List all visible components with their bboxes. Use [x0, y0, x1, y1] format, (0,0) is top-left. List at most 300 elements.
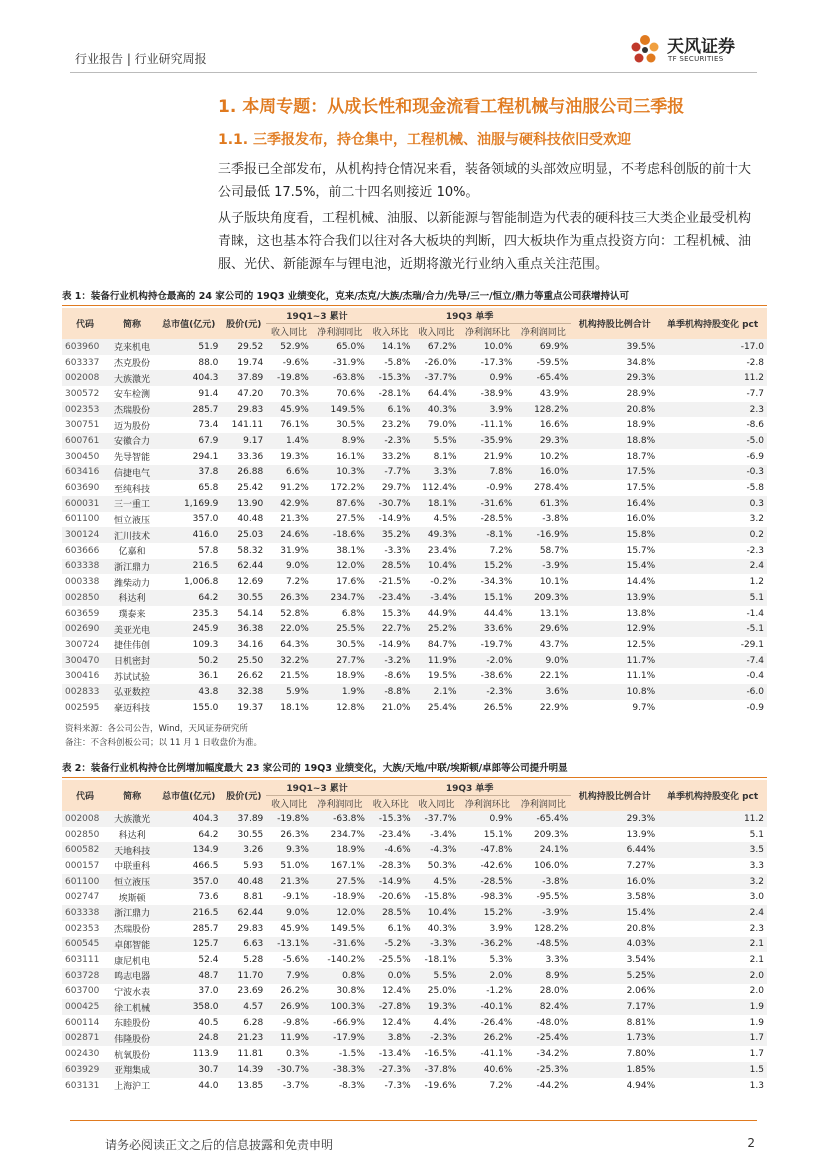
cell-rev-yoy: 51.0% — [280, 860, 309, 871]
table-row — [62, 433, 767, 449]
cell-np-qoq: 15.1% — [460, 590, 516, 606]
cell-np-yoy2: -16.9% — [515, 527, 571, 543]
cell-name: 弘亚数控 — [108, 684, 156, 700]
cell-np-yoy2: -59.5% — [536, 357, 569, 368]
cell-rev-yoy: 91.2% — [280, 483, 309, 494]
cell-inst-ratio: 7.80% — [626, 1049, 656, 1060]
cell-inst-change: -2.3 — [746, 545, 764, 556]
cell-rev-yoy2: -4.3% — [414, 842, 460, 858]
cell-rev-qoq: -5.8% — [384, 357, 411, 368]
cell-rev-yoy: 9.0% — [266, 905, 312, 921]
cell-np-yoy2: 22.1% — [539, 671, 569, 682]
table-row — [62, 1078, 767, 1094]
cell-np-yoy: 149.5% — [312, 402, 368, 418]
table-row — [62, 465, 767, 481]
cell-mcap: 67.9 — [156, 433, 221, 449]
cell-rev-yoy2: 25.2% — [413, 621, 459, 637]
cell-inst-change: 0.3 — [658, 496, 767, 512]
cell-np-yoy: 1.9% — [312, 684, 368, 700]
logo-name: 天风证券 — [667, 37, 735, 57]
cell-np-qoq: 0.9% — [459, 811, 515, 827]
col-np-yoy2: 净利润同比 — [515, 324, 571, 340]
cell-np-yoy: 172.2% — [330, 483, 365, 494]
cell-np-yoy: 30.5% — [336, 639, 365, 650]
cell-code: 002595 — [65, 702, 100, 713]
cell-np-yoy: 100.3% — [312, 999, 368, 1015]
cell-inst-ratio: 4.94% — [626, 1080, 656, 1091]
cell-rev-qoq: 23.2% — [381, 420, 411, 431]
cell-inst-change: 1.9 — [658, 999, 767, 1015]
cell-rev-qoq: 6.1% — [387, 923, 411, 934]
table-row — [62, 827, 767, 843]
cell-mcap: 1,169.9 — [156, 496, 221, 512]
col-rev-qoq: 收入环比 — [368, 796, 414, 812]
cell-name: 迈为股份 — [114, 421, 151, 432]
cell-price: 9.17 — [221, 433, 266, 449]
cell-np-yoy2: 22.9% — [539, 702, 569, 713]
cell-np-yoy2: -48.5% — [515, 937, 571, 953]
cell-np-qoq: -31.6% — [460, 496, 516, 512]
cell-mcap: 91.4 — [198, 388, 219, 399]
report-type: 行业报告 | 行业研究周报 — [75, 52, 207, 66]
cell-np-qoq: -36.2% — [459, 937, 515, 953]
cell-price: 29.52 — [221, 339, 266, 355]
cell-mcap: 134.9 — [156, 842, 221, 858]
cell-rev-yoy: 31.9% — [280, 545, 309, 556]
cell-np-yoy2: 16.0% — [515, 465, 571, 481]
cell-rev-yoy2: 18.1% — [413, 496, 459, 512]
cell-rev-qoq: -23.4% — [378, 829, 411, 840]
cell-np-qoq: -38.9% — [480, 388, 513, 399]
cell-inst-ratio: 29.3% — [571, 811, 658, 827]
cell-mcap: 73.6 — [198, 892, 219, 903]
cell-np-qoq: 3.9% — [460, 402, 516, 418]
cell-np-yoy2: 209.3% — [534, 829, 569, 840]
cell-name: 汇川技术 — [108, 527, 156, 543]
table2 — [62, 780, 767, 1093]
cell-inst-ratio: 15.4% — [571, 905, 658, 921]
cell-np-yoy2: 58.7% — [539, 545, 569, 556]
cell-np-yoy2: 106.0% — [534, 860, 569, 871]
header-divider — [70, 72, 757, 73]
cell-rev-qoq: 29.7% — [381, 483, 411, 494]
cell-rev-yoy2: 40.3% — [427, 923, 457, 934]
cell-np-yoy: -17.9% — [312, 1031, 368, 1047]
cell-name: 三一重工 — [108, 496, 156, 512]
cell-np-qoq: -41.1% — [480, 1049, 513, 1060]
col-inst-change: 单季机构持股变化 pct — [658, 780, 767, 811]
cell-price: 62.44 — [221, 905, 266, 921]
cell-mcap: 52.4 — [198, 955, 219, 966]
cell-np-yoy: 234.7% — [312, 590, 368, 606]
cell-code: 600582 — [62, 842, 108, 858]
cell-np-yoy2: 8.9% — [515, 968, 571, 984]
table-row — [62, 668, 767, 684]
cell-np-qoq: 15.2% — [459, 905, 515, 921]
cell-np-yoy2: 24.1% — [515, 842, 571, 858]
cell-np-qoq: 7.2% — [489, 1080, 513, 1091]
cell-mcap: 294.1 — [192, 451, 219, 462]
cell-mcap: 64.2 — [156, 590, 221, 606]
cell-code: 603338 — [62, 905, 108, 921]
cell-np-yoy: 70.6% — [336, 388, 365, 399]
col-name: 简称 — [108, 308, 156, 339]
logo-name-en: TF SECURITIES — [668, 55, 724, 63]
cell-np-yoy: -18.9% — [333, 892, 365, 903]
cell-rev-yoy: -5.6% — [282, 955, 309, 966]
cell-mcap: 73.4 — [198, 420, 219, 431]
cell-np-yoy2: 69.9% — [515, 339, 571, 355]
cell-price: 11.81 — [237, 1049, 264, 1060]
cell-rev-yoy: 5.9% — [266, 684, 312, 700]
cell-inst-ratio: 20.8% — [626, 923, 656, 934]
cell-np-yoy2: 3.6% — [515, 684, 571, 700]
cell-inst-ratio: 29.3% — [571, 370, 658, 386]
cell-np-yoy: 30.5% — [336, 420, 365, 431]
cell-code: 300416 — [65, 671, 100, 682]
cell-rev-qoq: -28.3% — [378, 860, 411, 871]
cell-rev-qoq: -28.1% — [378, 388, 411, 399]
cell-mcap: 358.0 — [156, 999, 221, 1015]
cell-inst-change: -6.9 — [746, 451, 764, 462]
cell-price: 12.69 — [237, 577, 264, 588]
cell-np-yoy2: -3.8% — [542, 514, 569, 525]
table-row — [62, 574, 767, 590]
table-row — [62, 621, 767, 637]
cell-inst-ratio: 2.06% — [626, 986, 656, 997]
cell-np-yoy2: 10.2% — [539, 451, 569, 462]
cell-np-yoy2: -65.4% — [515, 370, 571, 386]
table-row — [62, 590, 767, 606]
cell-rev-yoy2: 49.3% — [413, 527, 459, 543]
cell-inst-change: -5.8 — [746, 483, 764, 494]
cell-rev-qoq: 12.4% — [382, 1017, 411, 1028]
cell-rev-yoy2: -37.7% — [414, 811, 460, 827]
cell-np-yoy: -1.5% — [338, 1049, 365, 1060]
cell-rev-qoq: -4.6% — [368, 842, 414, 858]
cell-rev-qoq: -13.4% — [378, 1049, 411, 1060]
cell-np-yoy: 27.5% — [336, 514, 365, 525]
cell-price: 33.36 — [237, 451, 264, 462]
cell-mcap: 216.5 — [156, 905, 221, 921]
cell-name: 亚翔集成 — [108, 1062, 156, 1078]
cell-rev-qoq: 35.2% — [368, 527, 414, 543]
cell-code: 600031 — [62, 496, 108, 512]
cell-rev-yoy: -9.1% — [282, 892, 309, 903]
cell-mcap: 51.9 — [156, 339, 221, 355]
cell-inst-ratio: 14.4% — [626, 577, 656, 588]
cell-code: 603416 — [62, 465, 108, 481]
cell-inst-ratio: 9.7% — [632, 702, 656, 713]
cell-inst-ratio: 11.1% — [626, 671, 656, 682]
col-inst-change: 单季机构持股变化 pct — [658, 308, 767, 339]
cell-code: 000425 — [62, 999, 108, 1015]
cell-name: 鸣志电器 — [108, 968, 156, 984]
cell-price: 6.28 — [243, 1017, 264, 1028]
cell-inst-ratio: 15.8% — [571, 527, 658, 543]
col-np-yoy: 净利润同比 — [312, 324, 368, 340]
cell-name: 上海沪工 — [114, 1082, 151, 1093]
cell-price: 40.48 — [221, 874, 266, 890]
col-price: 股价(元) — [221, 780, 266, 811]
cell-rev-yoy: 1.4% — [266, 433, 312, 449]
cell-rev-yoy: 0.3% — [286, 1049, 309, 1060]
cell-rev-yoy: 9.3% — [266, 842, 312, 858]
table-row — [62, 402, 767, 418]
cell-price: 23.69 — [237, 986, 264, 997]
col-rev-qoq: 收入环比 — [368, 324, 414, 340]
cell-rev-qoq: -20.6% — [378, 892, 411, 903]
cell-name: 恒立液压 — [114, 515, 151, 526]
table-row — [62, 1046, 767, 1062]
col-mcap: 总市值(亿元) — [156, 308, 221, 339]
cell-price: 25.42 — [237, 483, 264, 494]
cell-inst-ratio: 16.4% — [571, 496, 658, 512]
cell-rev-yoy2: -18.1% — [424, 955, 457, 966]
cell-code: 603666 — [65, 545, 100, 556]
col-group-q3: 19Q3 单季 — [368, 780, 571, 796]
cell-rev-qoq: -7.7% — [368, 465, 414, 481]
cell-price: 32.38 — [221, 684, 266, 700]
remark-note: 备注：不含科创板公司；以 11 月 1 日收盘价为准。 — [65, 738, 263, 748]
table-row — [62, 480, 767, 496]
cell-inst-change: 2.3 — [749, 923, 764, 934]
cell-code: 002850 — [65, 829, 100, 840]
cell-rev-yoy2: -26.0% — [424, 357, 457, 368]
cell-name: 豪迈科技 — [114, 704, 151, 715]
cell-np-qoq: 2.0% — [459, 968, 515, 984]
cell-code: 002690 — [62, 621, 108, 637]
cell-np-qoq: -34.3% — [480, 577, 513, 588]
cell-code: 603337 — [65, 357, 100, 368]
cell-inst-ratio: 12.9% — [571, 621, 658, 637]
cell-mcap: 216.5 — [156, 559, 221, 575]
cell-np-yoy: -8.3% — [338, 1080, 365, 1091]
cell-inst-change: 1.5 — [658, 1062, 767, 1078]
cell-np-yoy: 38.1% — [336, 545, 365, 556]
cell-price: 25.03 — [221, 527, 266, 543]
cell-np-qoq: 40.6% — [459, 1062, 515, 1078]
cell-name: 杰瑞股份 — [114, 925, 151, 936]
cell-inst-change: 2.1 — [749, 955, 764, 966]
table-row — [62, 858, 767, 874]
table-row — [62, 952, 767, 968]
cell-code: 002008 — [62, 370, 108, 386]
cell-inst-ratio: 34.8% — [626, 357, 656, 368]
cell-name: 浙江鼎力 — [108, 559, 156, 575]
cell-price: 19.37 — [237, 702, 264, 713]
cell-rev-yoy2: 5.5% — [414, 968, 460, 984]
cell-np-yoy2: -65.4% — [515, 811, 571, 827]
cell-np-yoy: 149.5% — [330, 923, 365, 934]
cell-rev-yoy: 24.6% — [266, 527, 312, 543]
col-mcap: 总市值(亿元) — [156, 780, 221, 811]
cell-price: 13.85 — [237, 1080, 264, 1091]
cell-name: 杭氧股份 — [114, 1050, 151, 1061]
cell-rev-qoq: -15.3% — [368, 370, 414, 386]
cell-inst-ratio: 17.5% — [626, 483, 656, 494]
col-np-qoq: 净利润环比 — [460, 324, 516, 340]
cell-name: 亿嘉和 — [118, 547, 146, 558]
col-name: 简称 — [108, 780, 156, 811]
col-rev-yoy: 收入同比 — [266, 324, 312, 340]
table-row — [62, 842, 767, 858]
cell-inst-ratio: 18.9% — [626, 420, 656, 431]
cell-rev-qoq: -14.9% — [368, 874, 414, 890]
cell-price: 58.32 — [237, 545, 264, 556]
cell-rev-yoy2: -37.7% — [413, 370, 459, 386]
cell-name: 浙江鼎力 — [108, 905, 156, 921]
cell-inst-change: -29.1 — [740, 639, 764, 650]
cell-rev-yoy2: 4.5% — [414, 874, 460, 890]
cell-price: 26.62 — [237, 671, 264, 682]
cell-inst-change: -6.0 — [658, 684, 767, 700]
cell-name: 先导智能 — [114, 453, 151, 464]
cell-name: 宁波水表 — [114, 987, 151, 998]
cell-inst-ratio: 13.8% — [626, 608, 656, 619]
cell-inst-change: 3.0 — [749, 892, 764, 903]
cell-inst-change: -0.4 — [746, 671, 764, 682]
cell-rev-yoy: -9.6% — [282, 357, 309, 368]
cell-np-yoy2: -25.3% — [515, 1062, 571, 1078]
cell-code: 002850 — [62, 590, 108, 606]
cell-mcap: 155.0 — [192, 702, 219, 713]
cell-inst-ratio: 39.5% — [571, 339, 658, 355]
col-rev-yoy: 收入同比 — [266, 796, 312, 812]
cell-rev-yoy2: -16.5% — [424, 1049, 457, 1060]
cell-np-yoy2: -95.5% — [536, 892, 569, 903]
table-row — [62, 1062, 767, 1078]
table2-caption: 表 2：装备行业机构持仓比例增加幅度最大 23 家公司的 19Q3 业绩变化，大族/天地/中联/埃斯顿/卓郎等公司提升明显 — [62, 760, 767, 778]
cell-inst-change: 2.0 — [658, 968, 767, 984]
cell-rev-yoy: 70.3% — [280, 388, 309, 399]
cell-rev-qoq: -27.8% — [368, 999, 414, 1015]
cell-inst-ratio: 18.8% — [571, 433, 658, 449]
cell-np-qoq: 3.9% — [489, 923, 513, 934]
section-heading: 1. 本周专题：从成长性和现金流看工程机械与油服公司三季报 — [218, 97, 685, 117]
table-row — [62, 386, 767, 402]
cell-rev-qoq: 15.3% — [381, 608, 411, 619]
cell-name: 克来机电 — [108, 339, 156, 355]
cell-mcap: 88.0 — [198, 357, 219, 368]
cell-code: 300724 — [65, 639, 100, 650]
cell-name: 杰克股份 — [114, 359, 151, 370]
cell-rev-qoq: 21.0% — [381, 702, 411, 713]
cell-name: 至纯科技 — [114, 484, 151, 495]
cell-mcap: 125.7 — [156, 937, 221, 953]
cell-rev-yoy: 45.9% — [266, 402, 312, 418]
cell-np-yoy: 17.6% — [336, 577, 365, 588]
cell-name: 东睦股份 — [114, 1019, 151, 1030]
col-np-qoq: 净利润环比 — [459, 796, 515, 812]
table-row — [62, 684, 767, 700]
cell-code: 603131 — [65, 1080, 100, 1091]
table1 — [62, 308, 767, 716]
footer-disclaimer: 请务必阅读正文之后的信息披露和免责申明 — [105, 1138, 334, 1152]
cell-rev-yoy: 52.8% — [280, 608, 309, 619]
cell-price: 40.48 — [237, 514, 264, 525]
table-row — [62, 355, 767, 371]
cell-code: 000338 — [65, 577, 100, 588]
cell-name: 恒立液压 — [108, 874, 156, 890]
cell-name: 安徽合力 — [108, 433, 156, 449]
cell-np-yoy: 167.1% — [330, 860, 365, 871]
cell-mcap: 65.8 — [198, 483, 219, 494]
cell-np-yoy2: 3.3% — [545, 955, 569, 966]
cell-price: 25.50 — [221, 653, 266, 669]
cell-rev-yoy: 19.3% — [280, 451, 309, 462]
cell-rev-yoy2: 10.4% — [413, 559, 459, 575]
table-row — [62, 512, 767, 528]
cell-mcap: 1,006.8 — [184, 577, 219, 588]
cell-np-yoy: 25.5% — [312, 621, 368, 637]
cell-inst-ratio: 6.44% — [571, 842, 658, 858]
cell-np-qoq: 15.2% — [460, 559, 516, 575]
cell-price: 62.44 — [221, 559, 266, 575]
table-row — [62, 449, 767, 465]
cell-rev-qoq: -15.3% — [368, 811, 414, 827]
cell-code: 002353 — [62, 402, 108, 418]
cell-np-yoy2: 128.2% — [515, 402, 571, 418]
cell-rev-yoy2: 10.4% — [414, 905, 460, 921]
cell-inst-ratio: 15.4% — [571, 559, 658, 575]
cell-np-yoy2: -48.0% — [536, 1017, 569, 1028]
cell-rev-yoy2: 11.9% — [413, 653, 459, 669]
table1-body — [62, 339, 767, 716]
cell-inst-change: 3.2 — [658, 874, 767, 890]
cell-name: 信捷电气 — [108, 465, 156, 481]
cell-rev-yoy2: 4.5% — [433, 514, 457, 525]
cell-price: 37.89 — [221, 811, 266, 827]
cell-inst-ratio: 12.5% — [626, 639, 656, 650]
cell-inst-ratio: 28.9% — [626, 388, 656, 399]
cell-inst-ratio: 17.5% — [571, 465, 658, 481]
paragraph-1: 三季报已全部发布，从机构持仓情况来看，装备领域的头部效应明显，不考虑科创版的前十大公司最低 17.5%，前二十四名则接近 10%。 — [218, 162, 752, 200]
cell-code: 600545 — [62, 937, 108, 953]
cell-inst-change: 5.1 — [658, 590, 767, 606]
cell-code: 002747 — [65, 892, 100, 903]
cell-inst-change: -0.3 — [658, 465, 767, 481]
cell-np-yoy2: 9.0% — [515, 653, 571, 669]
cell-name: 科达利 — [118, 831, 146, 842]
cell-rev-yoy: 42.9% — [266, 496, 312, 512]
col-np-yoy: 净利润同比 — [312, 796, 368, 812]
cell-np-yoy2: 28.0% — [539, 986, 569, 997]
cell-rev-yoy: 32.2% — [266, 653, 312, 669]
cell-np-qoq: -40.1% — [459, 999, 515, 1015]
cell-inst-ratio: 3.58% — [626, 892, 656, 903]
cell-inst-change: -5.1 — [658, 621, 767, 637]
cell-np-qoq: -17.3% — [480, 357, 513, 368]
cell-np-yoy2: 13.1% — [539, 608, 569, 619]
table-row — [62, 559, 767, 575]
cell-np-qoq: -0.9% — [486, 483, 513, 494]
cell-inst-change: 11.2 — [658, 811, 767, 827]
cell-mcap: 416.0 — [156, 527, 221, 543]
cell-mcap: 235.3 — [192, 608, 219, 619]
table-row — [62, 527, 767, 543]
cell-inst-change: 2.1 — [658, 937, 767, 953]
cell-rev-qoq: 33.2% — [381, 451, 411, 462]
col-code: 代码 — [62, 308, 108, 339]
cell-rev-yoy2: 50.3% — [427, 860, 457, 871]
cell-price: 29.83 — [237, 923, 264, 934]
cell-mcap: 466.5 — [192, 860, 219, 871]
cell-np-yoy: 12.0% — [312, 559, 368, 575]
cell-rev-yoy2: 3.3% — [413, 465, 459, 481]
table-row — [62, 543, 767, 559]
cell-name: 中联重科 — [114, 862, 151, 873]
